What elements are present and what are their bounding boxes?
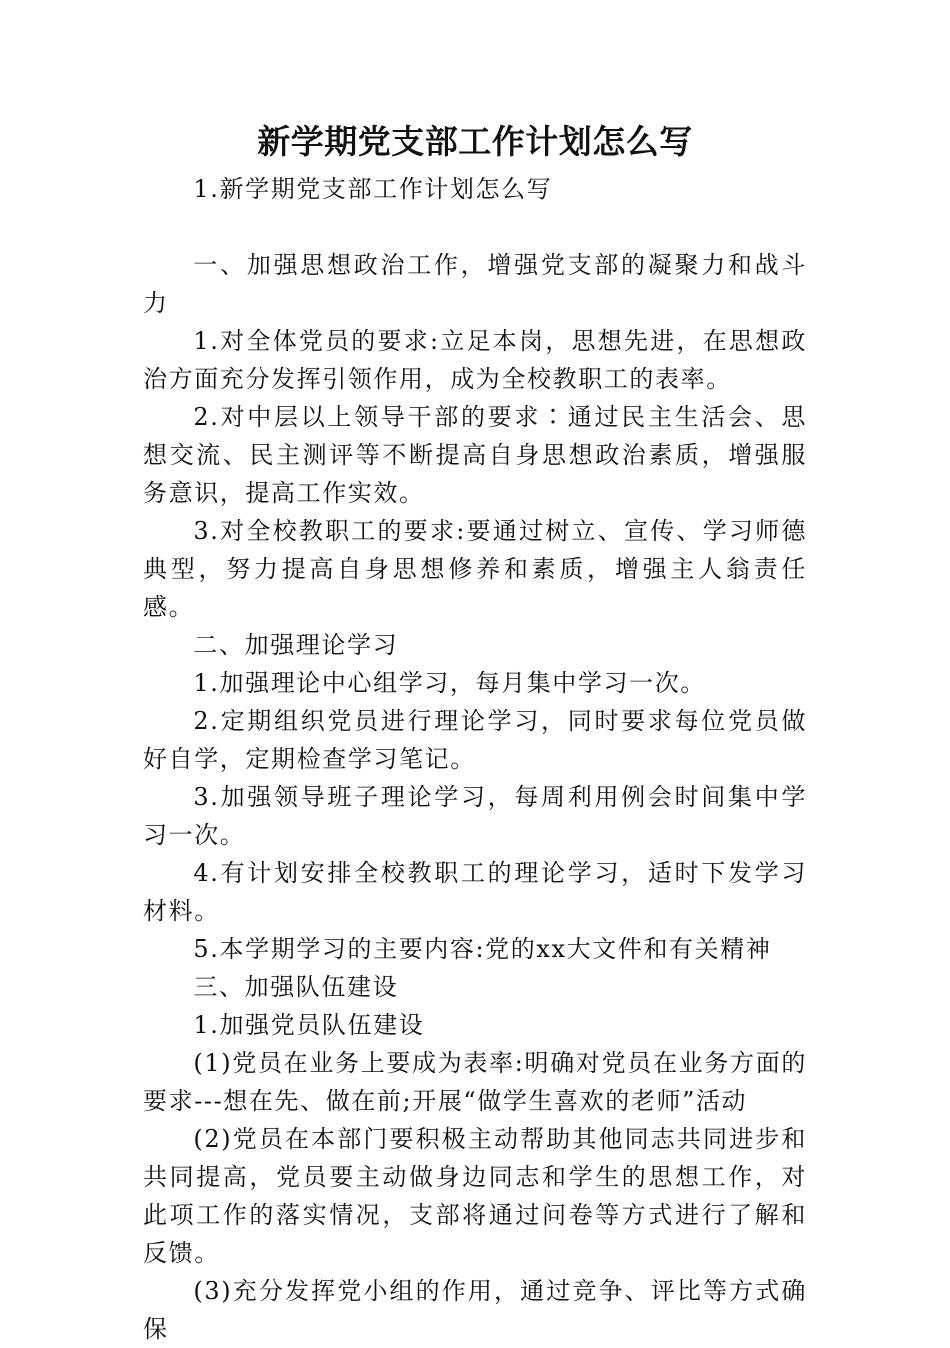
paragraph-item: 2.对中层以上领导干部的要求∶通过民主生活会、思想交流、民主测评等不断提高自身思想政治素质，增强服务意识，提高工作实效。 bbox=[143, 403, 807, 507]
paragraph-item: 1.对全体党员的要求:立足本岗，思想先进，在思想政治方面充分发挥引领作用，成为全校教职工的表率。 bbox=[143, 327, 807, 393]
paragraph-item: 1.加强党员队伍建设 bbox=[193, 1011, 425, 1039]
paragraph-item: 4.有计划安排全校教职工的理论学习，适时下发学习材料。 bbox=[143, 859, 807, 925]
section-heading-2: 二、加强理论学习 bbox=[193, 631, 399, 659]
document-title: 新学期党支部工作计划怎么写 bbox=[257, 122, 693, 161]
section-heading-3: 三、加强队伍建设 bbox=[193, 973, 399, 1001]
paragraph-item: (1)党员在业务上要成为表率:明确对党员在业务方面的要求---想在先、做在前;开展“做学生喜欢的老师”活动 bbox=[143, 1049, 807, 1115]
paragraph-item: 5.本学期学习的主要内容:党的xx大文件和有关精神 bbox=[193, 935, 772, 963]
section-heading-1: 一、加强思想政治工作，增强党支部的凝聚力和战斗力 bbox=[143, 251, 807, 317]
paragraph-item: (2)党员在本部门要积极主动帮助其他同志共同进步和共同提高，党员要主动做身边同志和学生的思想工作，对此项工作的落实情况，支部将通过问卷等方式进行了解和反馈。 bbox=[143, 1125, 807, 1267]
paragraph-item: 3.加强领导班子理论学习，每周利用例会时间集中学习一次。 bbox=[143, 783, 807, 849]
paragraph-1: 1.新学期党支部工作计划怎么写 bbox=[193, 175, 553, 203]
document-body bbox=[143, 170, 807, 1348]
paragraph-blank bbox=[143, 208, 807, 246]
paragraph-item: 2.定期组织党员进行理论学习，同时要求每位党员做好自学，定期检查学习笔记。 bbox=[143, 707, 807, 773]
paragraph-item: 3.对全校教职工的要求:要通过树立、宣传、学习师德典型，努力提高自身思想修养和素质，增强主人翁责任感。 bbox=[143, 517, 807, 621]
paragraph-item: 1.加强理论中心组学习，每月集中学习一次。 bbox=[193, 669, 706, 697]
paragraph-item: (3)充分发挥党小组的作用，通过竞争、评比等方式确保 bbox=[143, 1277, 807, 1343]
